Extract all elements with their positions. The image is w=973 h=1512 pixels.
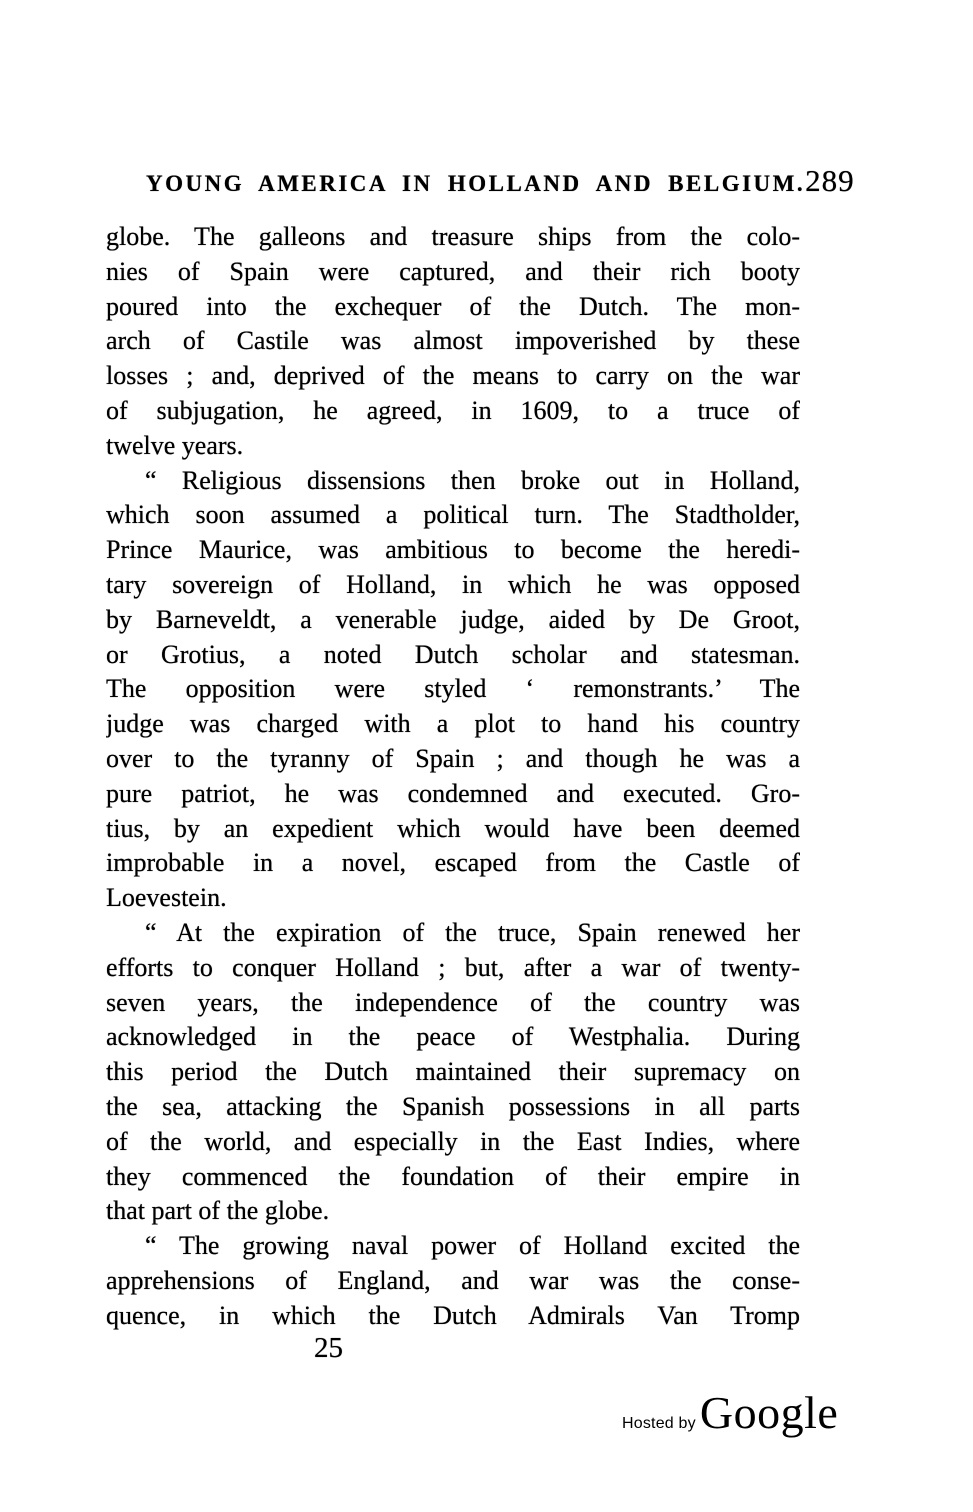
body-line: globe. The galleons and treasure ships from the colo-	[106, 222, 800, 251]
body-line: by Barneveldt, a venerable judge, aided by De Groot,	[106, 604, 800, 634]
body-line: tius, by an expedient which would have been deemed	[106, 813, 800, 843]
body-line: acknowledged in the peace of Westphalia. During	[106, 1022, 800, 1052]
body-line: losses ; and, deprived of the means to carry on the war	[106, 361, 800, 391]
google-logo: Google	[699, 1387, 839, 1438]
body-line: “ At the expiration of the truce, Spain renewed her	[145, 917, 800, 947]
body-line: “ The growing naval power of Holland excited the	[145, 1231, 800, 1261]
body-line: pure patriot, he was condemned and executed. Gro-	[106, 778, 800, 808]
running-header	[108, 163, 855, 198]
body-line: “ Religious dissensions then broke out in Holland,	[145, 465, 800, 495]
body-text	[106, 220, 800, 1334]
body-line: poured into the exchequer of the Dutch. The mon-	[106, 291, 800, 321]
body-line: judge was charged with a plot to hand his country	[106, 709, 800, 739]
body-line: Prince Maurice, was ambitious to become the heredi-	[106, 535, 800, 565]
body-line: tary sovereign of Holland, in which he was opposed	[106, 569, 800, 599]
page-number: 289	[805, 163, 855, 198]
body-line: The opposition were styled ‘ remonstrants.’ The	[106, 674, 800, 704]
body-line: the sea, attacking the Spanish possessions in all parts	[106, 1091, 800, 1121]
body-line: twelve years.	[106, 430, 244, 460]
signature-mark: 25	[314, 1332, 343, 1364]
body-line: which soon assumed a political turn. The Stadtholder,	[106, 500, 800, 530]
body-line: quence, in which the Dutch Admirals Van Tromp	[106, 1300, 800, 1330]
body-line: of subjugation, he agreed, in 1609, to a truce of	[106, 395, 800, 425]
body-line: arch of Castile was almost impoverished by these	[106, 326, 800, 356]
header-title: YOUNG AMERICA IN HOLLAND AND BELGIUM.	[146, 171, 806, 196]
body-line: efforts to conquer Holland ; but, after a war of twenty-	[106, 952, 800, 982]
body-line: or Grotius, a noted Dutch scholar and statesman.	[106, 639, 800, 669]
body-line: improbable in a novel, escaped from the Castle of	[106, 848, 800, 878]
body-line: nies of Spain were captured, and their rich booty	[106, 256, 800, 286]
body-line: apprehensions of England, and war was the conse-	[106, 1265, 800, 1295]
body-line: they commenced the foundation of their empire in	[106, 1161, 800, 1191]
hosted-by-label: Hosted by	[622, 1415, 696, 1432]
body-line: Loevestein.	[106, 883, 227, 913]
body-line: that part of the globe.	[106, 1196, 330, 1226]
google-watermark	[622, 1386, 838, 1439]
body-line: over to the tyranny of Spain ; and though he was a	[106, 743, 800, 773]
body-line: this period the Dutch maintained their supremacy on	[106, 1057, 800, 1087]
body-line: seven years, the independence of the country was	[106, 987, 800, 1017]
body-line: of the world, and especially in the East Indies, where	[106, 1126, 800, 1156]
